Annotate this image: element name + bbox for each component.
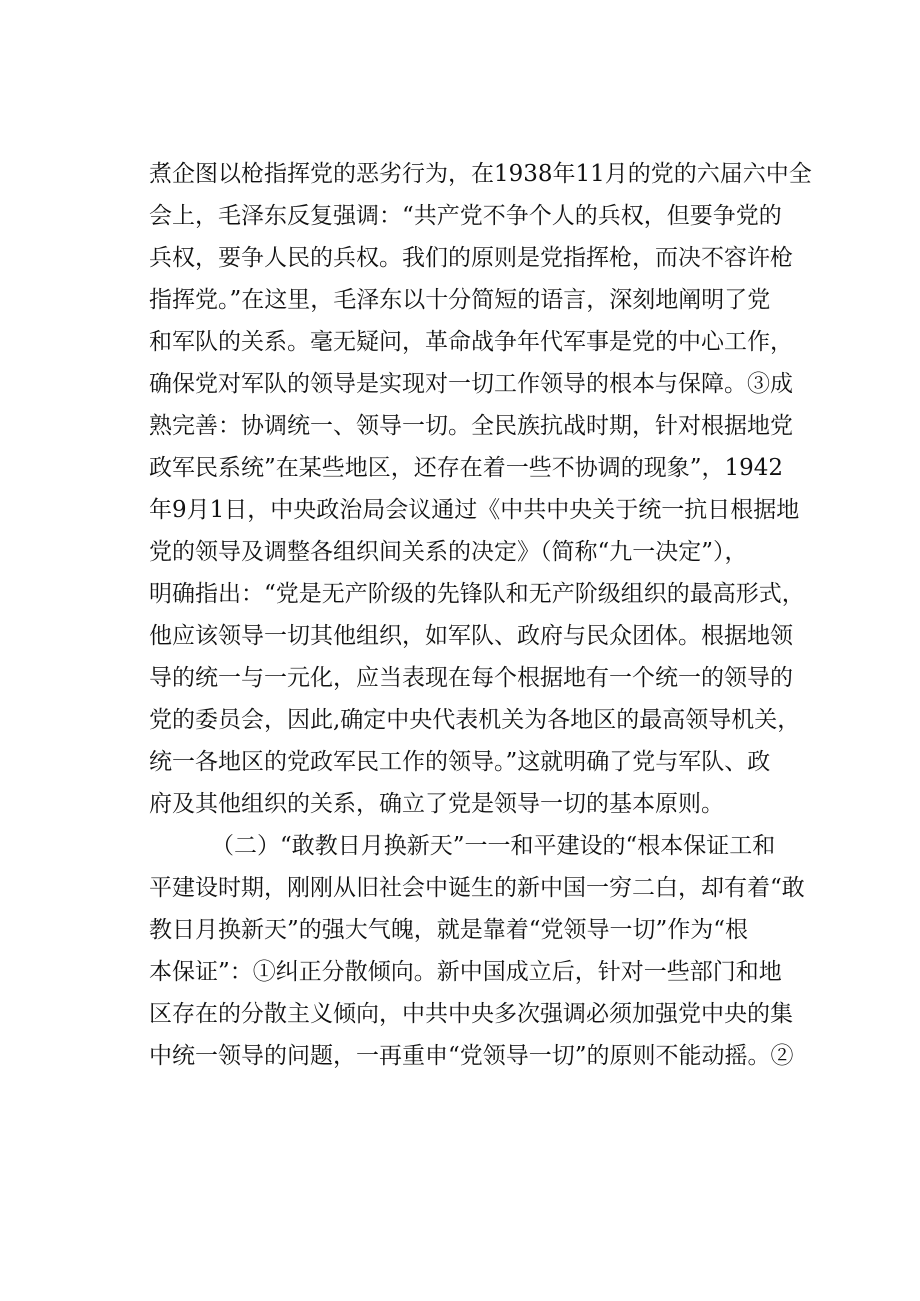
text-line: 会上，毛泽东反复强调：“共产党不争个人的兵权，但要争党的 [149,203,782,229]
text-line: 府及其他组织的关系，确立了党是领导一切的基本原则。 [149,791,724,817]
text-line: 区存在的分散主义倾向，中共中央多次强调必须加强党中央的集 [149,1001,793,1027]
text-line: 确保党对军队的领导是实现对一切工作领导的根本与保障。③成 [149,371,793,397]
text-line: 明确指出：“党是无产阶级的先锋队和无产阶级组织的最高形式， [149,581,805,607]
text-line: 统一各地区的党政军民工作的领导。”这就明确了党与军队、政 [149,749,771,775]
body-text [149,153,812,1077]
text-line: 煮企图以枪指挥党的恶劣行为，在1938年11月的党的六届六中全 [149,161,812,187]
text-line: 党的委员会，因此,确定中央代表机关为各地区的最高领导机关， [149,707,801,733]
text-line: 熟完善：协调统一、领导一切。全民族抗战时期，针对根据地党 [149,413,793,439]
text-line: 本保证”：①纠正分散倾向。新中国成立后，针对一些部门和地 [149,959,782,985]
text-line: 中统一领导的问题，一再重申“党领导一切”的原则不能动摇。② [149,1043,794,1069]
text-line: 和军队的关系。毫无疑问，革命战争年代军事是党的中心工作， [149,329,793,355]
text-line: 导的统一与一元化，应当表现在每个根据地有一个统一的领导的 [149,665,793,691]
section-heading-line: （二）“敢教日月换新天”一一和平建设的“根本保证工和 [211,833,776,859]
text-line: 年9月1日，中央政治局会议通过《中共中央关于统一抗日根据地 [149,497,800,523]
text-line: 兵权，要争人民的兵权。我们的原则是党指挥枪，而决不容许枪 [149,245,793,271]
text-line: 他应该领导一切其他组织，如军队、政府与民众团体。根据地领 [149,623,793,649]
text-line: 政军民系统”在某些地区，还存在着一些不协调的现象”，1942 [149,455,784,481]
text-line: 党的领导及调整各组织间关系的决定》（简称“九一决定”）， [149,539,748,565]
text-line: 指挥党。”在这里，毛泽东以十分简短的语言，深刻地阐明了党 [149,287,771,313]
text-line: 平建设时期，刚刚从旧社会中诞生的新中国一穷二白，却有着“敢 [149,875,805,901]
text-line: 教日月换新天”的强大气魄，就是靠着“党领导一切”作为“根 [149,917,749,943]
